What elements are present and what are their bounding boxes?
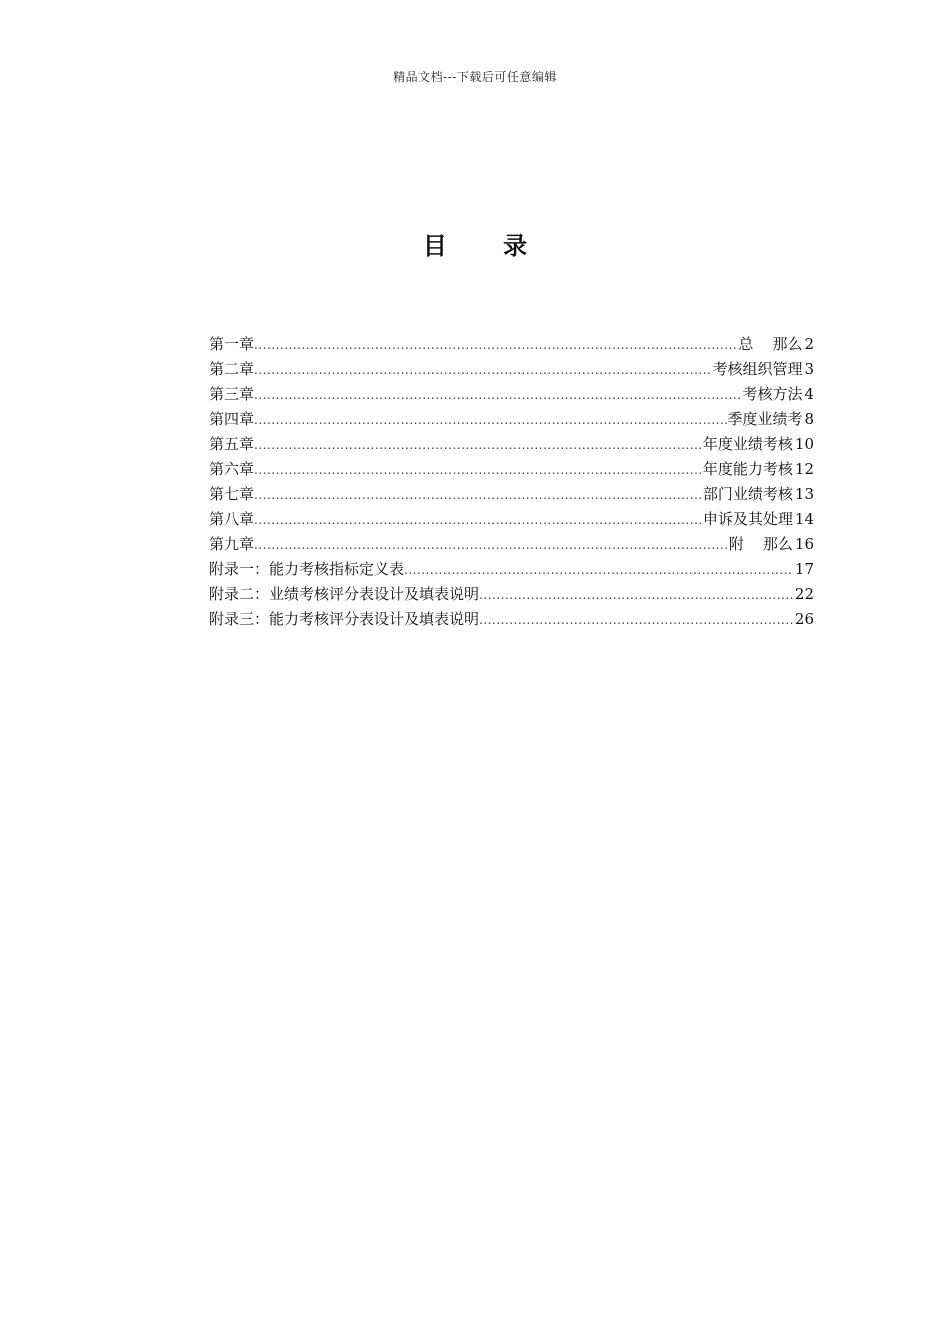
toc-dot-leader bbox=[479, 608, 793, 633]
toc-entry-appendix-1[interactable] bbox=[209, 557, 814, 582]
toc-entry-title: 附 那么 bbox=[728, 535, 793, 553]
page-header: 精品文档---下载后可任意编辑 bbox=[393, 70, 557, 84]
toc-entry-page: 16 bbox=[794, 535, 814, 553]
page-title: 目 录 bbox=[422, 231, 552, 260]
toc-entry-label: 第五章 bbox=[209, 435, 255, 453]
toc-entry-page: 22 bbox=[794, 585, 814, 603]
toc-entry-label: 第四章 bbox=[209, 410, 255, 428]
toc-dot-leader bbox=[254, 483, 703, 508]
toc-entry-chapter-8[interactable] bbox=[209, 507, 814, 532]
toc-dot-leader bbox=[254, 383, 742, 408]
toc-entry-chapter-1[interactable] bbox=[209, 332, 814, 357]
toc-dot-leader bbox=[479, 583, 793, 608]
toc-entry-page: 14 bbox=[794, 510, 814, 528]
toc-entry-page: 2 bbox=[804, 335, 814, 353]
toc-entry-chapter-3[interactable] bbox=[209, 382, 814, 407]
toc-dot-leader bbox=[254, 408, 727, 433]
toc-entry-title: 申诉及其处理 bbox=[702, 510, 793, 528]
toc-entry-chapter-7[interactable] bbox=[209, 482, 814, 507]
toc-entry-page: 17 bbox=[794, 560, 814, 578]
toc-entry-page: 10 bbox=[794, 435, 814, 453]
toc-entry-page: 4 bbox=[804, 385, 814, 403]
toc-entry-label: 第一章 bbox=[209, 335, 255, 353]
toc-entry-chapter-4[interactable] bbox=[209, 407, 814, 432]
toc-entry-page: 3 bbox=[804, 360, 814, 378]
toc-entry-page: 13 bbox=[794, 485, 814, 503]
toc-dot-leader bbox=[254, 533, 729, 558]
toc-entry-label: 第九章 bbox=[209, 535, 255, 553]
toc-entry-label: 附录二：业绩考核评分表设计及填表说明 bbox=[209, 585, 480, 603]
toc-entry-chapter-9[interactable] bbox=[209, 532, 814, 557]
toc-entry-label: 第六章 bbox=[209, 460, 255, 478]
toc-entry-title: 季度业绩考 bbox=[727, 410, 803, 428]
toc-entry-appendix-3[interactable] bbox=[209, 607, 814, 632]
toc-entry-label: 第三章 bbox=[209, 385, 255, 403]
toc-entry-title: 考核方法 bbox=[742, 385, 803, 403]
toc-entry-label: 第八章 bbox=[209, 510, 255, 528]
toc-entry-label: 第二章 bbox=[209, 360, 255, 378]
toc-dot-leader bbox=[254, 508, 703, 533]
toc-entry-title: 年度业绩考核 bbox=[702, 435, 793, 453]
toc-entry-page: 26 bbox=[794, 610, 814, 628]
toc-entry-label: 附录一：能力考核指标定义表 bbox=[209, 560, 405, 578]
toc-entry-title: 考核组织管理 bbox=[712, 360, 803, 378]
toc-dot-leader bbox=[254, 358, 712, 383]
table-of-contents bbox=[209, 332, 814, 632]
toc-entry-appendix-2[interactable] bbox=[209, 582, 814, 607]
toc-entry-title: 部门业绩考核 bbox=[702, 485, 793, 503]
toc-dot-leader bbox=[404, 558, 793, 583]
toc-dot-leader bbox=[254, 433, 703, 458]
toc-dot-leader bbox=[254, 458, 703, 483]
toc-entry-label: 第七章 bbox=[209, 485, 255, 503]
toc-dot-leader bbox=[254, 333, 738, 358]
toc-entry-label: 附录三：能力考核评分表设计及填表说明 bbox=[209, 610, 480, 628]
toc-entry-chapter-6[interactable] bbox=[209, 457, 814, 482]
toc-entry-chapter-5[interactable] bbox=[209, 432, 814, 457]
toc-entry-title: 年度能力考核 bbox=[702, 460, 793, 478]
toc-entry-chapter-2[interactable] bbox=[209, 357, 814, 382]
toc-entry-page: 8 bbox=[804, 410, 814, 428]
toc-entry-page: 12 bbox=[794, 460, 814, 478]
toc-entry-title: 总 那么 bbox=[738, 335, 803, 353]
